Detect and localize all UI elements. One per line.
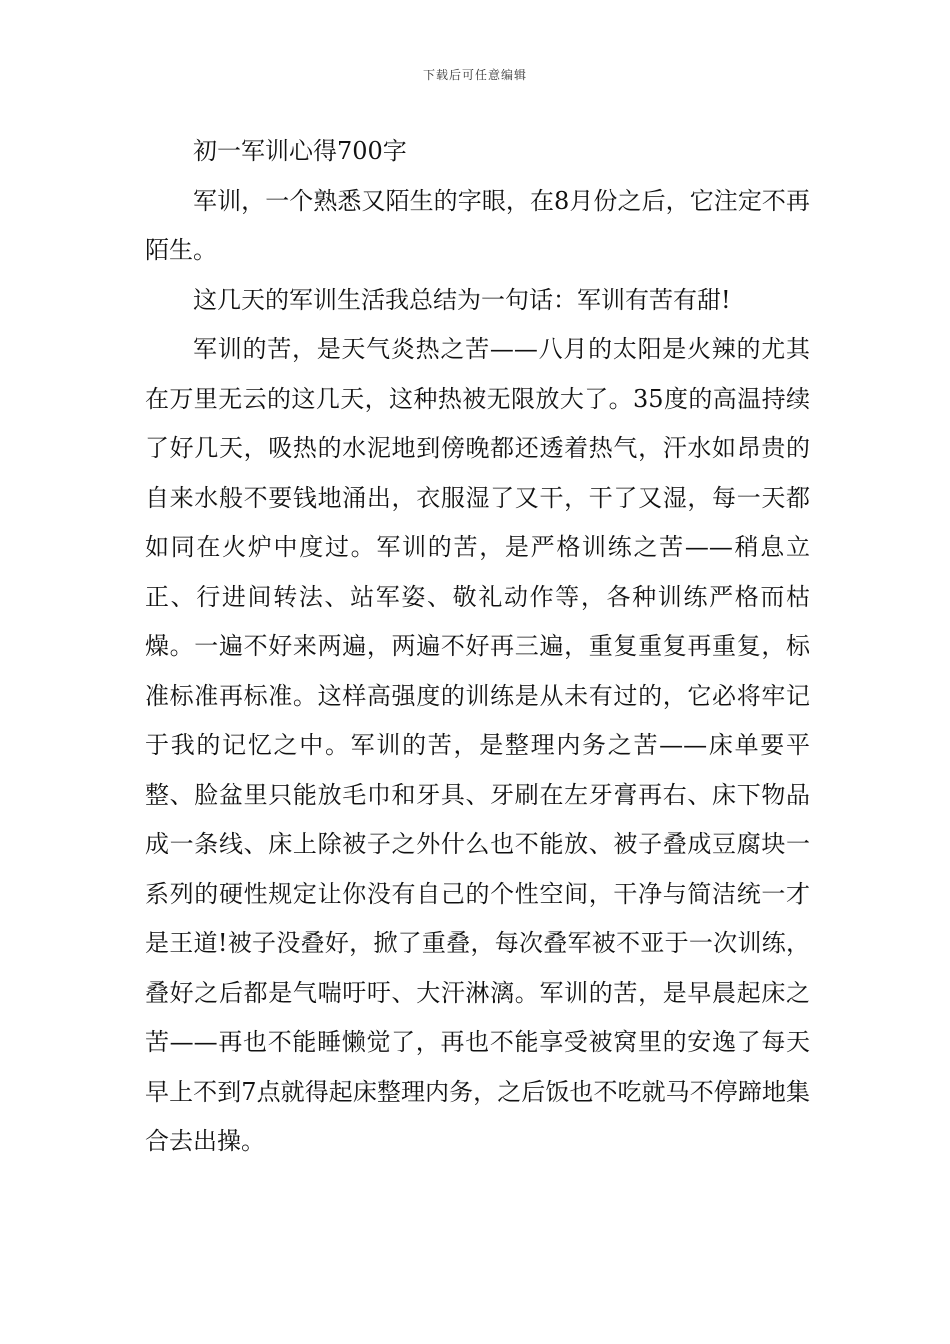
- paragraph: 军训的苦，是天气炎热之苦——八月的太阳是火辣的尤其在万里无云的这几天，这种热被无限放大了。35度的高温持续了好几天，吸热的水泥地到傍晚都还透着热气，汗水如昂贵的自来水般不要钱地涌出，衣服湿了又干，干了又湿，每一天都如同在火炉中度过。军训的苦，是严格训练之苦——稍息立正、行进间转法、站军姿、敬礼动作等，各种训练严格而枯燥。一遍不好来两遍，两遍不好再三遍，重复重复再重复，标准标准再标准。这样高强度的训练是从未有过的，它必将牢记于我的记忆之中。军训的苦，是整理内务之苦——床单要平整、脸盆里只能放毛巾和牙具、牙刷在左牙膏再右、床下物品成一条线、床上除被子之外什么也不能放、被子叠成豆腐块一系列的硬性规定让你没有自己的个性空间，干净与简洁统一才是王道!被子没叠好，掀了重叠，每次叠军被不亚于一次训练，叠好之后都是气喘吁吁、大汗淋漓。军训的苦，是早晨起床之苦——再也不能睡懒觉了，再也不能享受被窝里的安逸了每天早上不到7点就得起床整理内务，之后饭也不吃就马不停蹄地集合去出操。: [145, 335, 810, 1155]
- header-note: 下载后可任意编辑: [422, 68, 527, 82]
- document-title: 初一军训心得700字: [193, 137, 407, 165]
- paragraph: 这几天的军训生活我总结为一句话：军训有苦有甜!: [193, 285, 731, 314]
- document-body: [145, 127, 810, 1167]
- paragraph: 军训，一个熟悉又陌生的字眼，在8月份之后，它注定不再陌生。: [145, 186, 810, 264]
